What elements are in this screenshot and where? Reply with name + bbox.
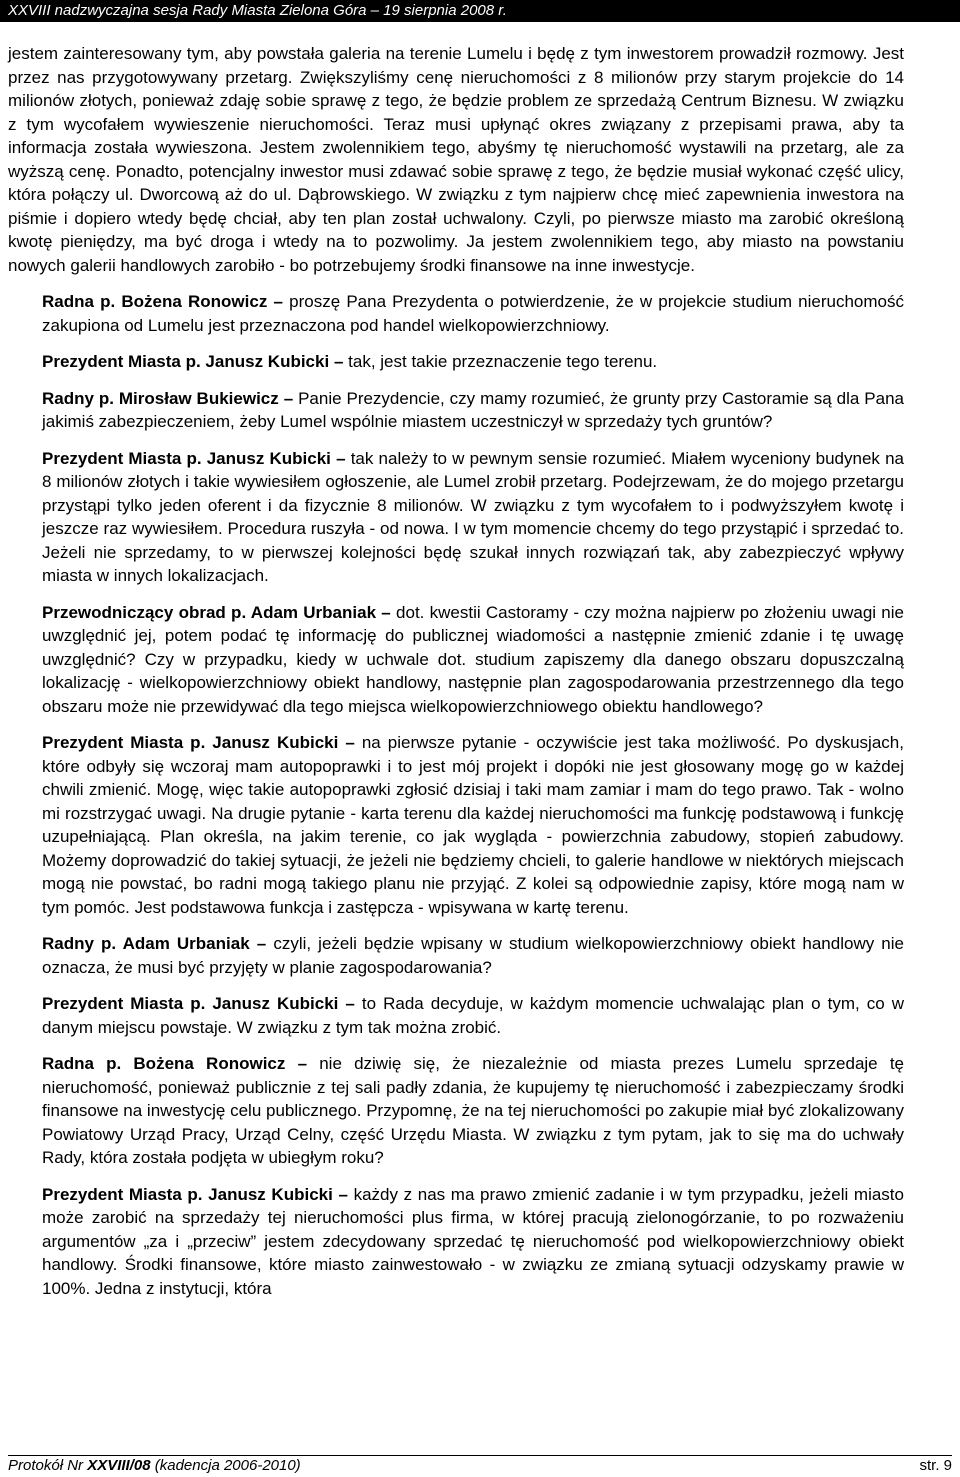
speaker-name: Prezydent Miasta p. Janusz Kubicki <box>42 733 339 752</box>
footer-suffix: (kadencja 2006-2010) <box>150 1457 301 1474</box>
page-number: str. 9 <box>919 1457 952 1474</box>
dash: – <box>297 1054 308 1073</box>
statement <box>8 731 904 919</box>
speaker-name: Radny p. Adam Urbaniak <box>42 934 250 953</box>
statement <box>8 932 904 979</box>
statement <box>8 387 904 434</box>
paragraph-text: jestem zainteresowany tym, aby powstała galeria na terenie Lumelu i będę z tym inwestorem prowadził rozmowy. Jest przez nas przygotowywany przetarg. Zwiększyliśmy cenę nieruchomości z 8 milionów przy starym projekcie do 14 milionów złotych, ponieważ zdaję sobie sprawę z tego, że będzie problem ze sprzedażą Centrum Biznesu. W związku z tym wycofałem wywieszenie nieruchomości. Teraz musi upłynąć okres związany z przepisami prawa, aby ta informacja została wywieszona. Jestem zwolennikiem tego, abyśmy tę nieruchomość wystawili na przetarg, ale za wyższą cenę. Ponadto, potencjalny inwestor musi zdawać sobie sprawę z tego, że będzie musiał wykonać część ulicy, która połączy ul. Dworcową aż do ul. Dąbrowskiego. W związku z tym najpierw chcę mieć zapewnienia inwestora na piśmie i dopiero wtedy będę chciał, aby ten plan został uchwalony. Czyli, po pierwsze miasto ma zarobić określoną kwotę pieniędzy, ma być droga i wtedy na to pozwolimy. Ja jestem zwolennikiem tego, aby miasto na powstaniu nowych galerii handlowych zarobiło - bo potrzebujemy środki finansowe na inne inwestycje. <box>8 44 904 275</box>
statement <box>8 447 904 588</box>
speaker-name: Prezydent Miasta p. Janusz Kubicki <box>42 448 331 468</box>
dash: – <box>338 1184 348 1204</box>
document-header <box>0 0 960 22</box>
speaker-name: Prezydent Miasta p. Janusz Kubicki <box>42 994 339 1013</box>
statement-text: Panie Prezydencie, czy mamy rozumieć, że grunty przy Castoramie są dla Pana jakimiś zabezpieczeniem, żeby Lumel wspólnie miastem uczestniczył w sprzedaży tych gruntów? <box>42 388 904 431</box>
footer-protocol <box>8 1456 301 1476</box>
dash: – <box>283 388 294 408</box>
statement <box>8 350 904 374</box>
statement-text: na pierwsze pytanie - oczywiście jest taka możliwość. Po dyskusjach, które odbyły się wczoraj mam autopoprawki i to jest mój projekt i dopóki nie jest głosowany mogę go w każdej chwili zmienić. Mogę, więc takie autopoprawki zgłosić dzisiaj i taki mam zamiar i mam do tego prawo. Tak - wolno mi rozstrzygać uwagi. Na drugie pytanie - karta terenu dla każdej nieruchomości ma funkcję podstawową i funkcję uzupełniającą. Plan określa, na jakim terenie, co jak wygląda - powierzchnia zabudowy, stopień zabudowy. Możemy doprowadzić do takiej sytuacji, że jeżeli nie będziemy chcieli, to galerie handlowe w niektórych miejscach mogą nie powstać, bo radni mogą takiego planu nie przyjąć. Z kolei są odpowiednie zapisy, które mogą nam w tym pomóc. Jest podstawowa funkcja i zastępcza - wpisywana w kartę terenu. <box>42 733 904 917</box>
dash: – <box>333 352 344 371</box>
statement <box>8 290 904 337</box>
statement-text: proszę Pana Prezydenta o potwierdzenie, że w projekcie studium nieruchomość zakupiona od Lumelu jest przeznaczona pod handel wielkopowierzchniowy. <box>42 292 904 335</box>
statement-text: nie dziwię się, że niezależnie od miasta prezes Lumelu sprzedaje tę nieruchomość, ponieważ publicznie z tej sali padły zdania, że kupujemy tę nieruchomość i zabezpieczamy środki finansowe na inwestycję celu publicznego. Przypomnę, że na tej nieruchomości po zakupie miał być zlokalizowany Powiatowy Urząd Pracy, Urząd Celny, część Urzędu Miasta. W związku z tym pytam, jak to się ma do uchwały Rady, która została podjęta w ubiegłym roku? <box>42 1054 904 1167</box>
statement <box>8 601 904 719</box>
statement <box>8 992 904 1039</box>
statement-text: to Rada decyduje, w każdym momencie uchwalając plan o tym, co w danym miejscu powstaje. W związku z tym tak można zrobić. <box>42 994 904 1037</box>
dash: – <box>345 733 355 752</box>
dash: – <box>336 448 346 468</box>
speaker-name: Radna p. Bożena Ronowicz <box>42 1054 286 1073</box>
dash: – <box>345 994 355 1013</box>
statement <box>8 1183 904 1301</box>
speaker-name: Prezydent Miasta p. Janusz Kubicki <box>42 352 330 371</box>
speaker-name: Radna p. Bożena Ronowicz <box>42 292 268 311</box>
statement-text: tak, jest takie przeznaczenie tego terenu. <box>348 352 658 371</box>
statement <box>8 1052 904 1170</box>
statement-text: każdy z nas ma prawo zmienić zadanie i w tym przypadku, jeżeli miasto może zarobić na sprzedaży tej nieruchomości plus firma, w której pracują zielonogórzanie, to po rozważeniu argumentów „za i „przeciw” jestem zdecydowany sprzedać tę nieruchomość pod wielkopowierzchniowy obiekt handlowy. Środki finansowe, które miasto zainwestowało - w związku ze zmianą sytuacji odzyskamy prawie w 100%. Jedna z instytucji, która <box>42 1184 904 1298</box>
paragraph-continuation <box>8 42 904 277</box>
speaker-name: Prezydent Miasta p. Janusz Kubicki <box>42 1184 333 1204</box>
speaker-name: Radny p. Mirosław Bukiewicz <box>42 388 279 408</box>
dash: – <box>256 934 267 953</box>
statement-text: dot. kwestii Castoramy - czy można najpierw po złożeniu uwagi nie uwzględnić jej, potem podać tę informację do publicznej wiadomości a następnie zmienić zdanie i tę uwagę uwzględnić? Czy w przypadku, kiedy w uchwale dot. studium zapiszemy dla danego obszaru dopuszczalną lokalizację - wielkopowierzchniowy obiekt handlowy, następnie plan zagospodarowania przestrzennego dla tego obszaru może nie przewidywać dla tego miejsca wielkopowierzchniowego obiektu handlowego? <box>42 602 904 716</box>
header-title: XXVIII nadzwyczajna sesja Rady Miasta Zielona Góra – 19 sierpnia 2008 r. <box>8 2 507 19</box>
footer-prefix: Protokół Nr <box>8 1457 88 1474</box>
footer-number: XXVIII/08 <box>87 1457 151 1474</box>
dash: – <box>381 602 391 622</box>
speaker-name: Przewodniczący obrad p. Adam Urbaniak <box>42 602 377 622</box>
statement-text: tak należy to w pewnym sensie rozumieć. Miałem wyceniony budynek na 8 milionów złotych i takie wywiesiłem ogłoszenie, ale Lumel zrobił przetarg. Podejrzewam, że do mojego przetargu przystąpi tylko jeden oferent i da fizycznie 8 milionów. W związku z tym wycofałem to i podwyższyłem kwotę i jeszcze raz wywiesiłem. Procedura ruszyła - od nowa. I w tym momencie chcemy do tego przystąpić i sprzedać to. Jeżeli nie sprzedamy, to w pierwszej kolejności będę szukał innych rozwiązań tak, aby zabezpieczyć wpływy miasta w innych lokalizacjach. <box>42 448 904 585</box>
statement-text: czyli, jeżeli będzie wpisany w studium wielkopowierzchniowy obiekt handlowy nie oznacza, że musi być przyjęty w planie zagospodarowania? <box>42 934 904 977</box>
dash: – <box>273 292 283 311</box>
document-body <box>8 42 904 1313</box>
document-footer <box>8 1456 952 1476</box>
